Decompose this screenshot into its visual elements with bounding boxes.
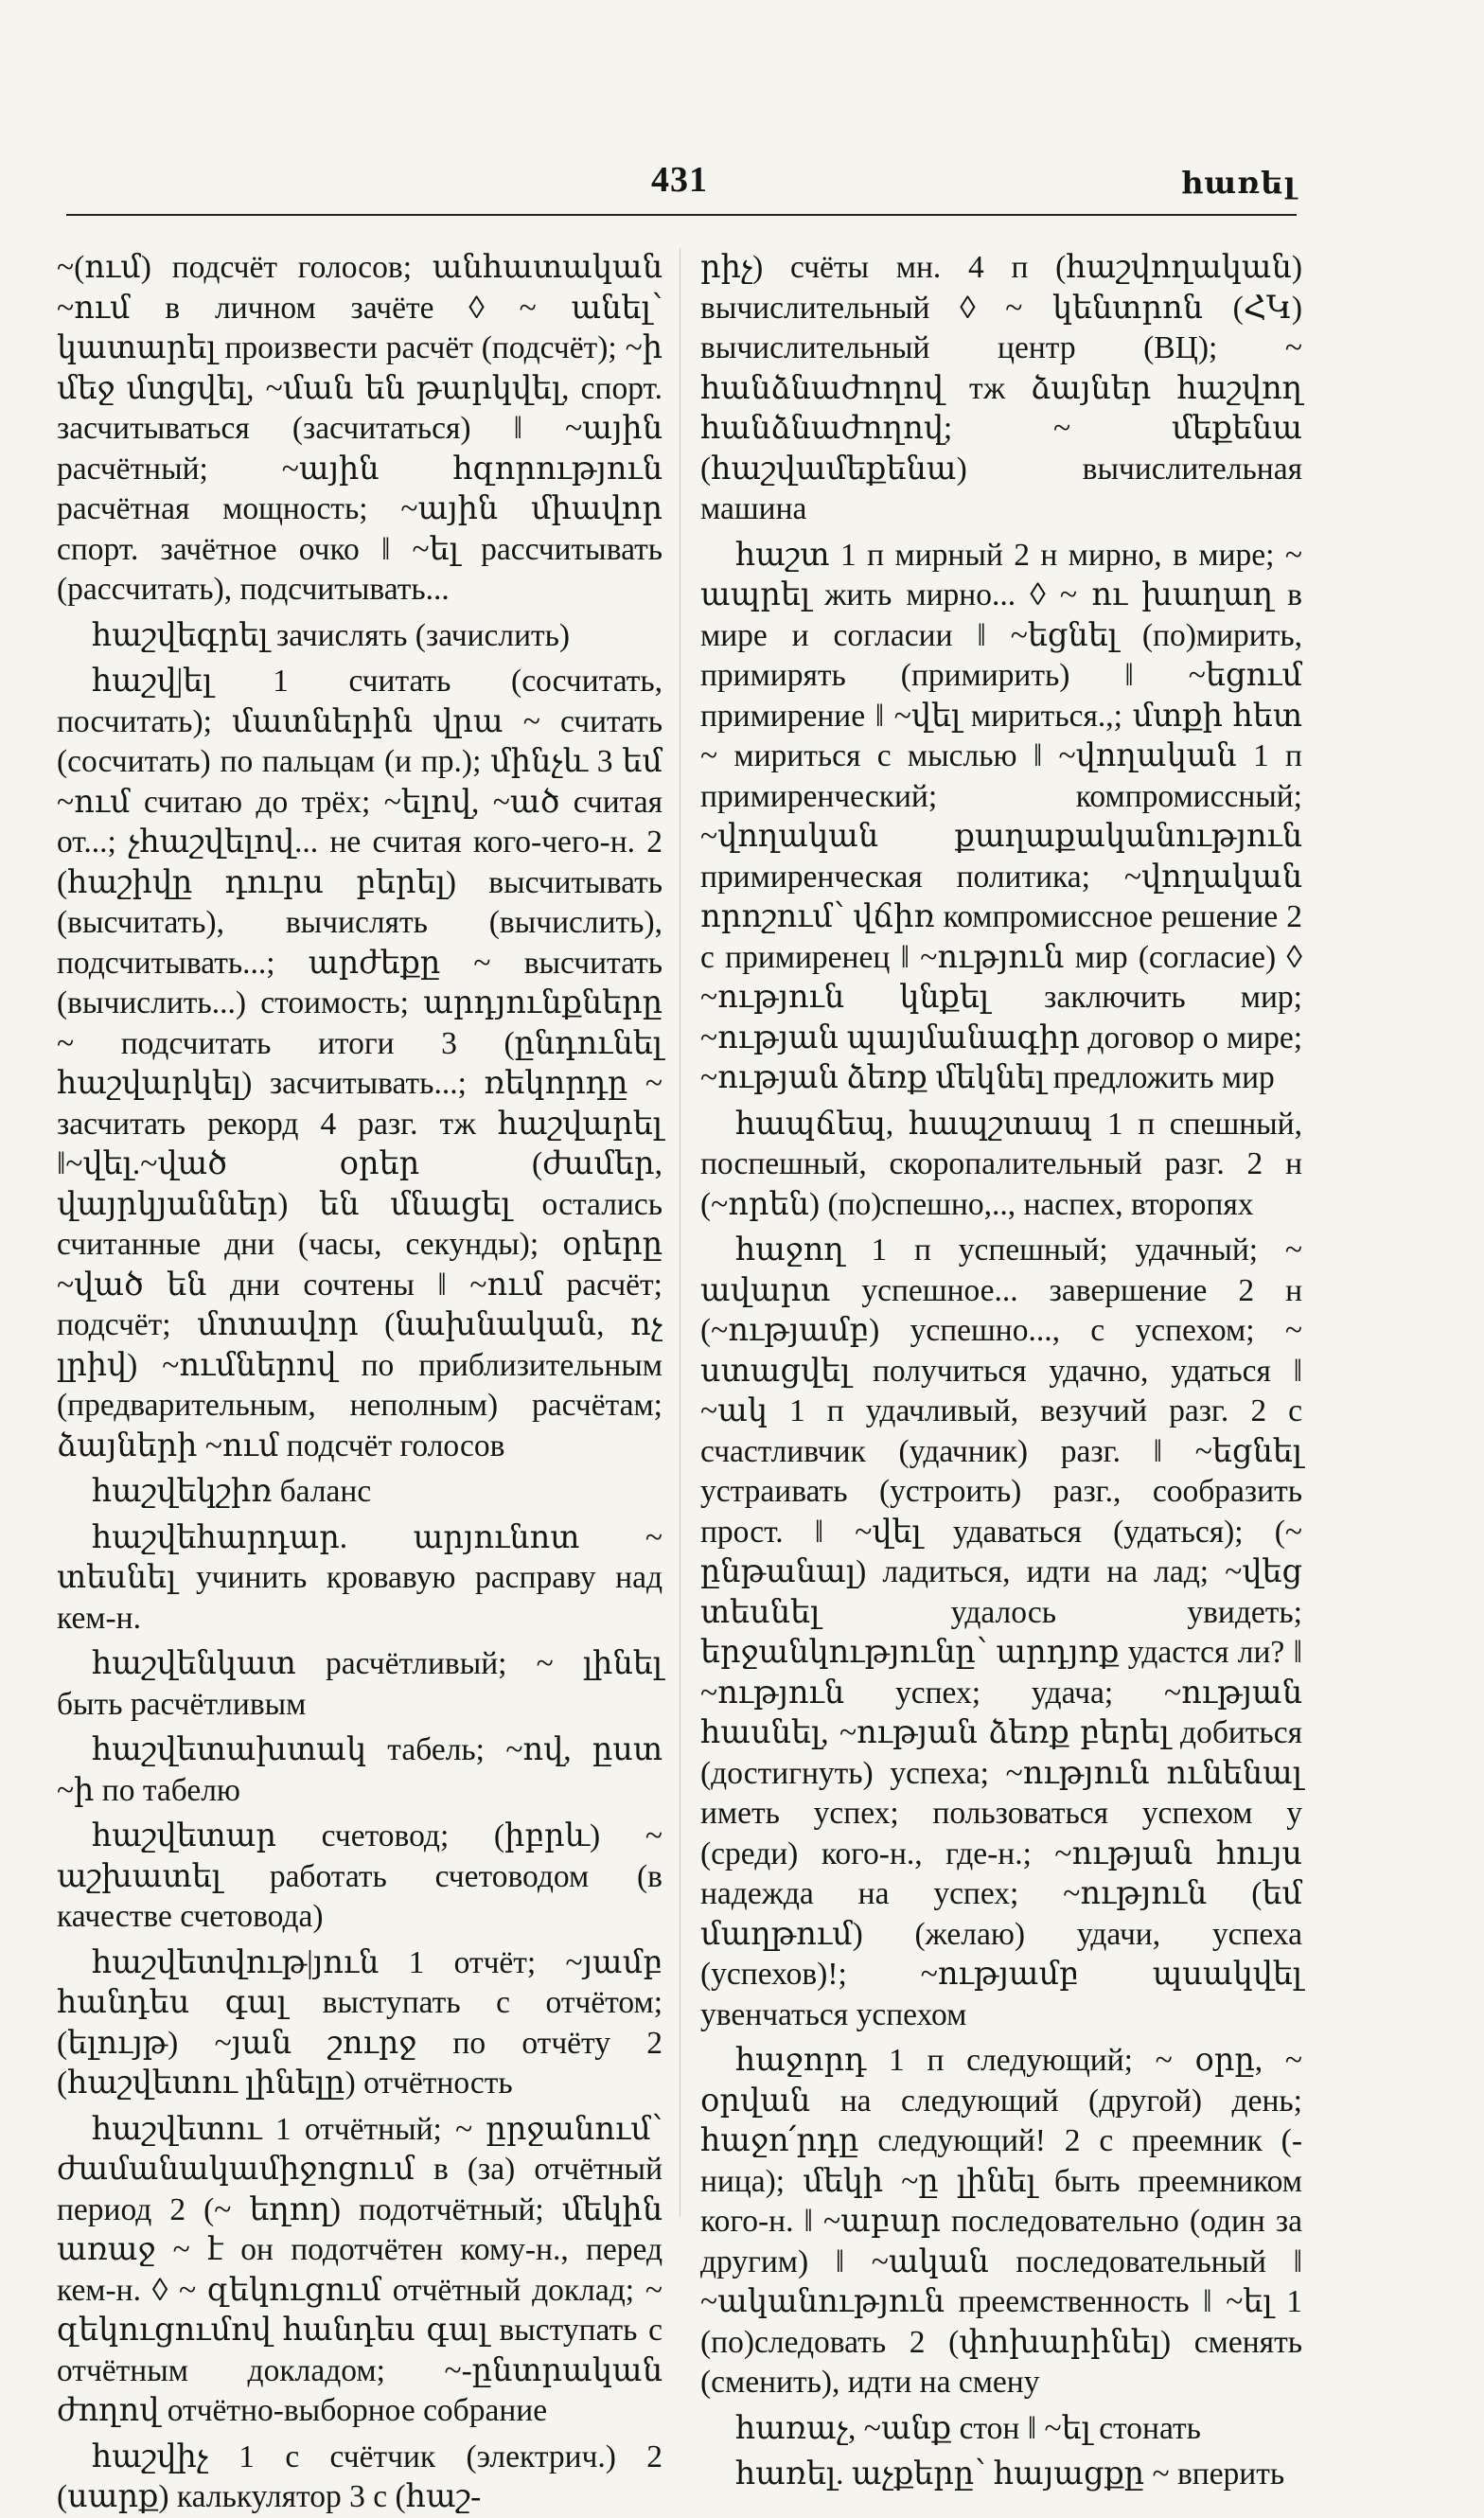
dictionary-entry: հաշտ 1 п мирный 2 н мирно, в мире; ~ ապրել жить мирно... ◊ ~ ու խաղաղ в мире и согласии ‖ ~եցնել (по)мирить, примирять (примирить) ‖ ~եցում примирение ‖ ~վել мириться.,; մտքի հետ ~ мириться с мыслью ‖ ~վողական 1 п примиренческий; компромиссный; ~վողական քաղաքականություն примиренческая политика; ~վողական որոշում՝ վճիռ компромиссное решение 2 с примиренец ‖ ~ություն мир (согласие) ◊ ~ություն կնքել заключить мир; ~ության պայմանագիր договор о мире; ~ության ձեռք մեկնել предложить мир bbox=[700, 537, 1302, 1095]
dictionary-entry: հաշվետախտակ табель; ~ով, ըստ ~ի по табелю bbox=[57, 1732, 662, 1808]
dictionary-entry: հաջող 1 п успешный; удачный; ~ ավարտ успешное... завершение 2 н (~ությամբ) успешно..., с успехом; ~ ստացվել получиться удачно, удаться ‖ ~ակ 1 п удачливый, везучий разг. 2 с счастливчик (удачник) разг. ‖ ~եցնել устраивать (устроить) разг., сообразить прост. ‖ ~վել удаваться (удаться); (~ ընթանալ) ладиться, идти на лад; ~վեց տեսնել удалось увидеть; երջանկությունը՝ արդյոք удастся ли? ‖ ~ություն успех; удача; ~ության հասնել, ~ության ձեռք բերել добиться (достигнуть) успеха; ~ություն ունենալ иметь успех; пользоваться успехом у (среди) кого-н., где-н.; ~ության հույս надежда на успех; ~ություն (եմ մաղթում) (желаю) удачи, успеха (успехов)!; ~ությամբ պսակվել увенчаться успехом bbox=[700, 1232, 1302, 2032]
running-head: հառել bbox=[1180, 166, 1297, 200]
dictionary-entry: հապճեպ, հապշտապ 1 п спешный, поспешный, скоропалительный разг. 2 н (~որեն) (по)спешно,.., наспех, второпях bbox=[700, 1106, 1302, 1222]
header-rule bbox=[66, 214, 1297, 216]
dictionary-entry: հաշվիչ 1 с счётчик (электрич.) 2 (սարք) калькулятор 3 с (հաշ- bbox=[57, 2438, 662, 2514]
dictionary-entry: հաշվեգրել зачислять (зачислить) bbox=[91, 617, 571, 653]
page-number: 431 bbox=[651, 160, 708, 200]
dictionary-entry: հառաչ, ~անք стон ‖ ~ել стонать bbox=[734, 2410, 1201, 2446]
dictionary-entry: հաշվետվութ|յուն 1 отчёт; ~յամբ հանդես գալ выступать с отчётом; (ելույթ) ~յան շուրջ по отчёту 2 (հաշվետու լինելը) отчётность bbox=[57, 1944, 662, 2101]
left-column bbox=[57, 248, 662, 2514]
dictionary-entry: հաջորդ 1 п следующий; ~ օրը, ~ օրվան на следующий (другой) день; հաջո՛րդը следующий! 2 с преемник (-ница); մեկի ~ը լինել быть преемником кого-н. ‖ ~աբար последовательно (один за другим) ‖ ~ական последовательный ‖ ~ականություն преемственность ‖ ~ել 1 (по)следовать 2 (փոխարինել) сменять (сменить), идти на смену bbox=[700, 2043, 1302, 2400]
dictionary-entry: հաշվետար счетовод; (իբրև) ~ աշխատել работать счетоводом (в качестве счетовода) bbox=[57, 1818, 662, 1934]
dictionary-entry: հաշվեկշիռ баланс bbox=[91, 1474, 372, 1509]
dictionary-entry: հաշվետու 1 отчётный; ~ ըրջանում՝ ժամանակամիջոցում в (за) отчётный период 2 (~ եղող) подотчётный; մեկին առաջ ~ է он подотчётен кому-н., перед кем-н. ◊ ~ զեկուցում отчётный доклад; ~ զեկուցումով հանդես գալ выступать с отчётным докладом; ~-ընտրական ժողով отчётно-выборное собрание bbox=[57, 2111, 662, 2428]
dictionary-entry: հառել. աչքերը՝ հայացքը ~ вперить bbox=[734, 2456, 1285, 2491]
dictionary-entry: հաշվենկատ расчётливый; ~ լինել быть расчётливым bbox=[57, 1646, 662, 1722]
right-column bbox=[700, 248, 1302, 2491]
dictionary-entry: րիչ) счёты мн. 4 п (հաշվողական) вычислительный ◊ ~ կենտրոն (ՀԿ) вычислительный центр (ВЦ); ~ հանձնաժողով тж ձայներ հաշվող հանձնաժողով; ~ մեքենա (հաշվամեքենա) вычислительная машина bbox=[700, 250, 1302, 526]
page-header bbox=[66, 151, 1297, 208]
dictionary-entry: հաշվ|ել 1 считать (сосчитать, посчитать); մատներին վրա ~ считать (сосчитать) по пальцам (и пр.); մինչև 3 եմ ~ում считаю до трёх; ~ելով, ~ած считая от...; չհաշվելով... не считая кого-чего-н. 2 (հաշիվը դուրս բերել) высчитывать (высчитать), вычислять (вычислить), подсчитывать...; արժեքը ~ высчитать (вычислить...) стоимость; արդյունքները ~ подсчитать итоги 3 (ընդունել հաշվարկել) засчитывать...; ռեկորդը ~ засчитать рекорд 4 разг. тж հաշվարել ‖~վել.~ված օրեր (ժամեր, վայրկյաններ) են մնացել остались считанные дни (часы, секунды); օրերը ~ված են дни сочтены ‖ ~ում расчёт; подсчёт; մոտավոր (նախնական, ոչ լրիվ) ~ումներով по приблизительным (предварительным, неполным) расчётам; ձայների ~ում подсчёт голосов bbox=[57, 664, 662, 1463]
dictionary-entry: ~(ում) подсчёт голосов; անհատական ~ում в личном зачёте ◊ ~ անել՝ կատարել произвести расчёт (подсчёт); ~ի մեջ մտցվել, ~ման են թարկվել, спорт. засчитываться (засчитаться) ‖ ~ային расчётный; ~ային հզորություն расчётная мощность; ~ային միավոր спорт. зачётное очко ‖ ~ել рассчитывать (рассчитать), подсчитывать... bbox=[57, 250, 662, 607]
dictionary-entry: հաշվեհարդար. արյունոտ ~ տեսնել учинить кровавую расправу над кем-н. bbox=[57, 1519, 662, 1636]
